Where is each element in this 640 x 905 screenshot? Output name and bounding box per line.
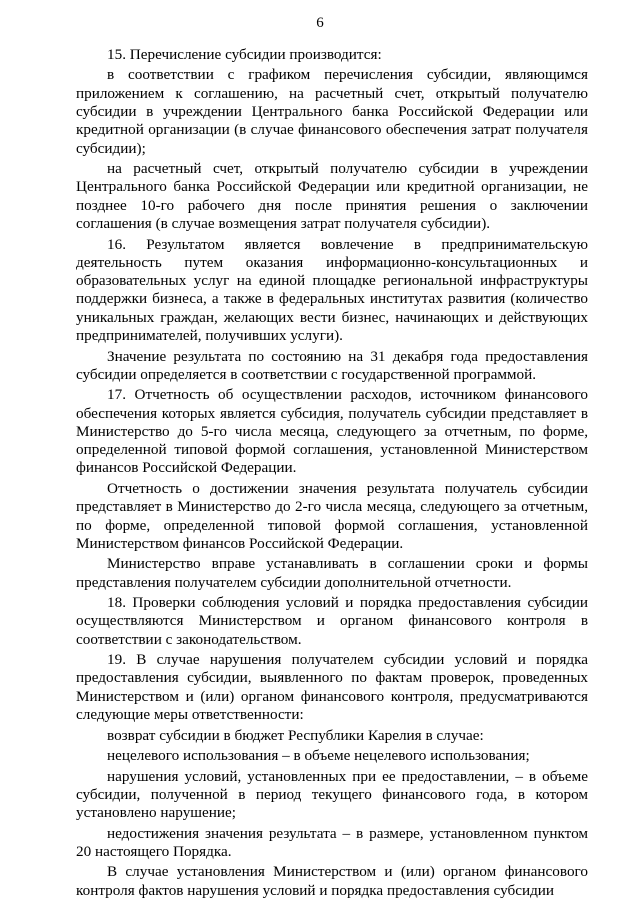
paragraph-17-additional: Министерство вправе устанавливать в соглашении сроки и формы представления получателем субсидии дополнительной отчетности. bbox=[76, 555, 588, 591]
paragraph-19-refund: возврат субсидии в бюджет Республики Карелия в случае: bbox=[107, 726, 484, 744]
document-body bbox=[76, 46, 588, 902]
paragraph-16-value: Значение результата по состоянию на 31 декабря года предоставления субсидии определяется в соответствии с государственной программой. bbox=[76, 347, 588, 383]
paragraph-19-violations: 19. В случае нарушения получателем субсидии условий и порядка предоставления субсидии, выявленного по фактам проверок, проведенных Министерством и (или) органом финансового контроля, предусматриваются следующие меры ответственности: bbox=[76, 651, 588, 724]
page-number: 6 bbox=[316, 15, 324, 31]
paragraph-17-reporting: 17. Отчетность об осуществлении расходов, источником финансового обеспечения которых является субсидия, получатель субсидии представляет в Министерство до 5-го числа месяца, следующего за отчетным, по форме, определенной типовой формой соглашения, установленной Министерством финансов Российской Федерации. bbox=[76, 386, 588, 477]
paragraph-19-nonachievement: недостижения значения результата – в размере, установленном пунктом 20 настоящего Порядка. bbox=[76, 824, 588, 860]
paragraph-18-inspections: 18. Проверки соблюдения условий и порядка предоставления субсидии осуществляются Министерством и органом финансового контроля в соответствии с законодательством. bbox=[76, 594, 588, 648]
paragraph-19-established: В случае установления Министерством и (или) органом финансового контроля фактов нарушения условий и порядка предоставления субсидии bbox=[76, 863, 588, 899]
paragraph-17-result-reporting: Отчетность о достижении значения результата получатель субсидии представляет в Министерство до 2-го числа месяца, следующего за отчетным, по форме, определенной типовой формой соглашения, установленной Министерством финансов Российской Федерации. bbox=[76, 479, 588, 552]
paragraph-19-misuse: нецелевого использования – в объеме нецелевого использования; bbox=[107, 747, 530, 765]
paragraph-16-result: 16. Результатом является вовлечение в предпринимательскую деятельность путем оказания информационно-консультационных и образовательных услуг на единой площадке региональной инфраструктуры поддержки бизнеса, а также в федеральных институтах развития (количество уникальных граждан, желающих вести бизнес, начинающих и действующих предпринимателей, получивших услуги). bbox=[76, 235, 588, 345]
paragraph-15-intro: 15. Перечисление субсидии производится: bbox=[107, 46, 382, 63]
paragraph-19-conditions: нарушения условий, установленных при ее предоставлении, – в объеме субсидии, полученной в период текущего финансового года, в котором установлено нарушение; bbox=[76, 767, 588, 822]
paragraph-15-account: на расчетный счет, открытый получателю субсидии в учреждении Центрального банка Российской Федерации или кредитной организации, не позднее 10-го рабочего дня после принятия решения о заключении соглашения (в случае возмещения затрат получателя субсидии). bbox=[76, 160, 588, 233]
paragraph-15-schedule: в соответствии с графиком перечисления субсидии, являющимся приложением к соглашению, на расчетный счет, открытый получателю субсидии в учреждении Центрального банка Российской Федерации или кредитной организации (в случае финансового обеспечения затрат получателя субсидии); bbox=[76, 66, 588, 157]
